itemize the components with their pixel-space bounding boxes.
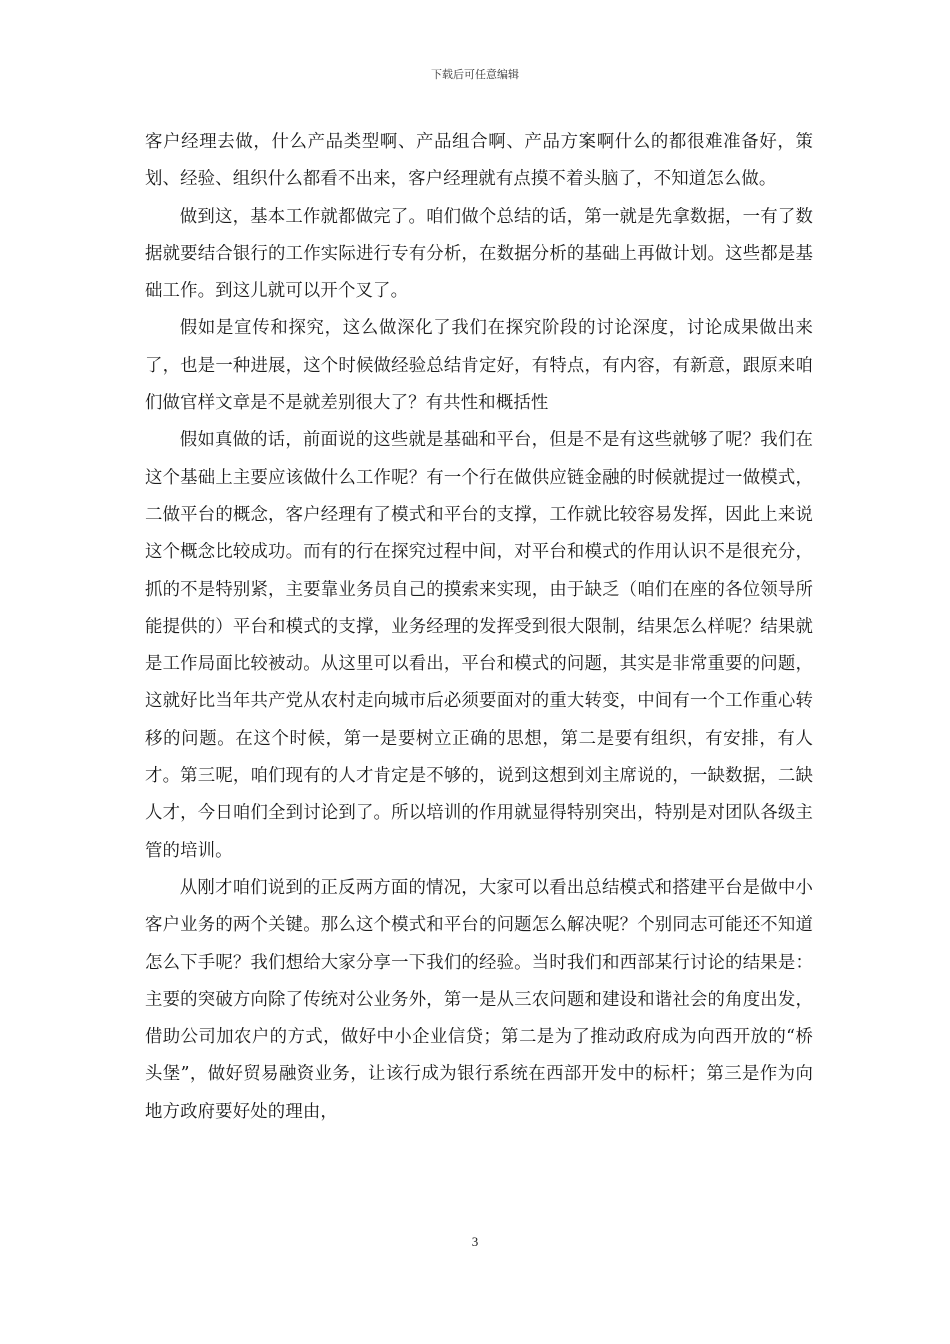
body-text — [145, 124, 813, 1131]
paragraph: 假如真做的话，前面说的这些就是基础和平台，但是不是有这些就够了呢？我们在这个基础上主要应该做什么工作呢？有一个行在做供应链金融的时候就提过一做模式，二做平台的概念，客户经理有了模式和平台的支撑，工作就比较容易发挥，因此上来说这个概念比较成功。而有的行在探究过程中间，对平台和模式的作用认识不是很充分，抓的不是特别紧，主要靠业务员自己的摸索来实现，由于缺乏（咱们在座的各位领导所能提供的）平台和模式的支撑，业务经理的发挥受到很大限制，结果怎么样呢？结果就是工作局面比较被动。从这里可以看出，平台和模式的问题，其实是非常重要的问题，这就好比当年共产党从农村走向城市后必须要面对的重大转变，中间有一个工作重心转移的问题。在这个时候，第一是要树立正确的思想，第二是要有组织，有安排，有人才。第三呢，咱们现有的人才肯定是不够的，说到这想到刘主席说的，一缺数据，二缺人才，今日咱们全到讨论到了。所以培训的作用就显得特别突出，特别是对团队各级主管的培训。 — [145, 430, 813, 861]
page-number: 3 — [471, 1234, 479, 1249]
paragraph-continuation: 客户经理去做，什么产品类型啊、产品组合啊、产品方案啊什么的都很难准备好，策划、经验、组织什么都看不出来，客户经理就有点摸不着头脑了，不知道怎么做。 — [145, 132, 813, 190]
paragraph: 从刚才咱们说到的正反两方面的情况，大家可以看出总结模式和搭建平台是做中小客户业务的两个关键。那么这个模式和平台的问题怎么解决呢？个别同志可能还不知道怎么下手呢？我们想给大家分享一下我们的经验。当时我们和西部某行讨论的结果是：主要的突破方向除了传统对公业务外，第一是从三农问题和建设和谐社会的角度出发，借助公司加农户的方式，做好中小企业信贷；第二是为了推动政府成为向西开放的“桥头堡”，做好贸易融资业务，让该行成为银行系统在西部开发中的标杆；第三是作为向地方政府要好处的理由， — [145, 877, 813, 1122]
paragraph: 做到这，基本工作就都做完了。咱们做个总结的话，第一就是先拿数据，一有了数据就要结合银行的工作实际进行专有分析，在数据分析的基础上再做计划。这些都是基础工作。到这儿就可以开个叉了。 — [145, 206, 813, 302]
page-header: 下载后可任意编辑 — [431, 68, 519, 81]
paragraph: 假如是宣传和探究，这么做深化了我们在探究阶段的讨论深度，讨论成果做出来了，也是一种进展，这个时候做经验总结肯定好，有特点，有内容，有新意，跟原来咱们做官样文章是不是就差别很大了？有共性和概括性 — [145, 318, 813, 414]
